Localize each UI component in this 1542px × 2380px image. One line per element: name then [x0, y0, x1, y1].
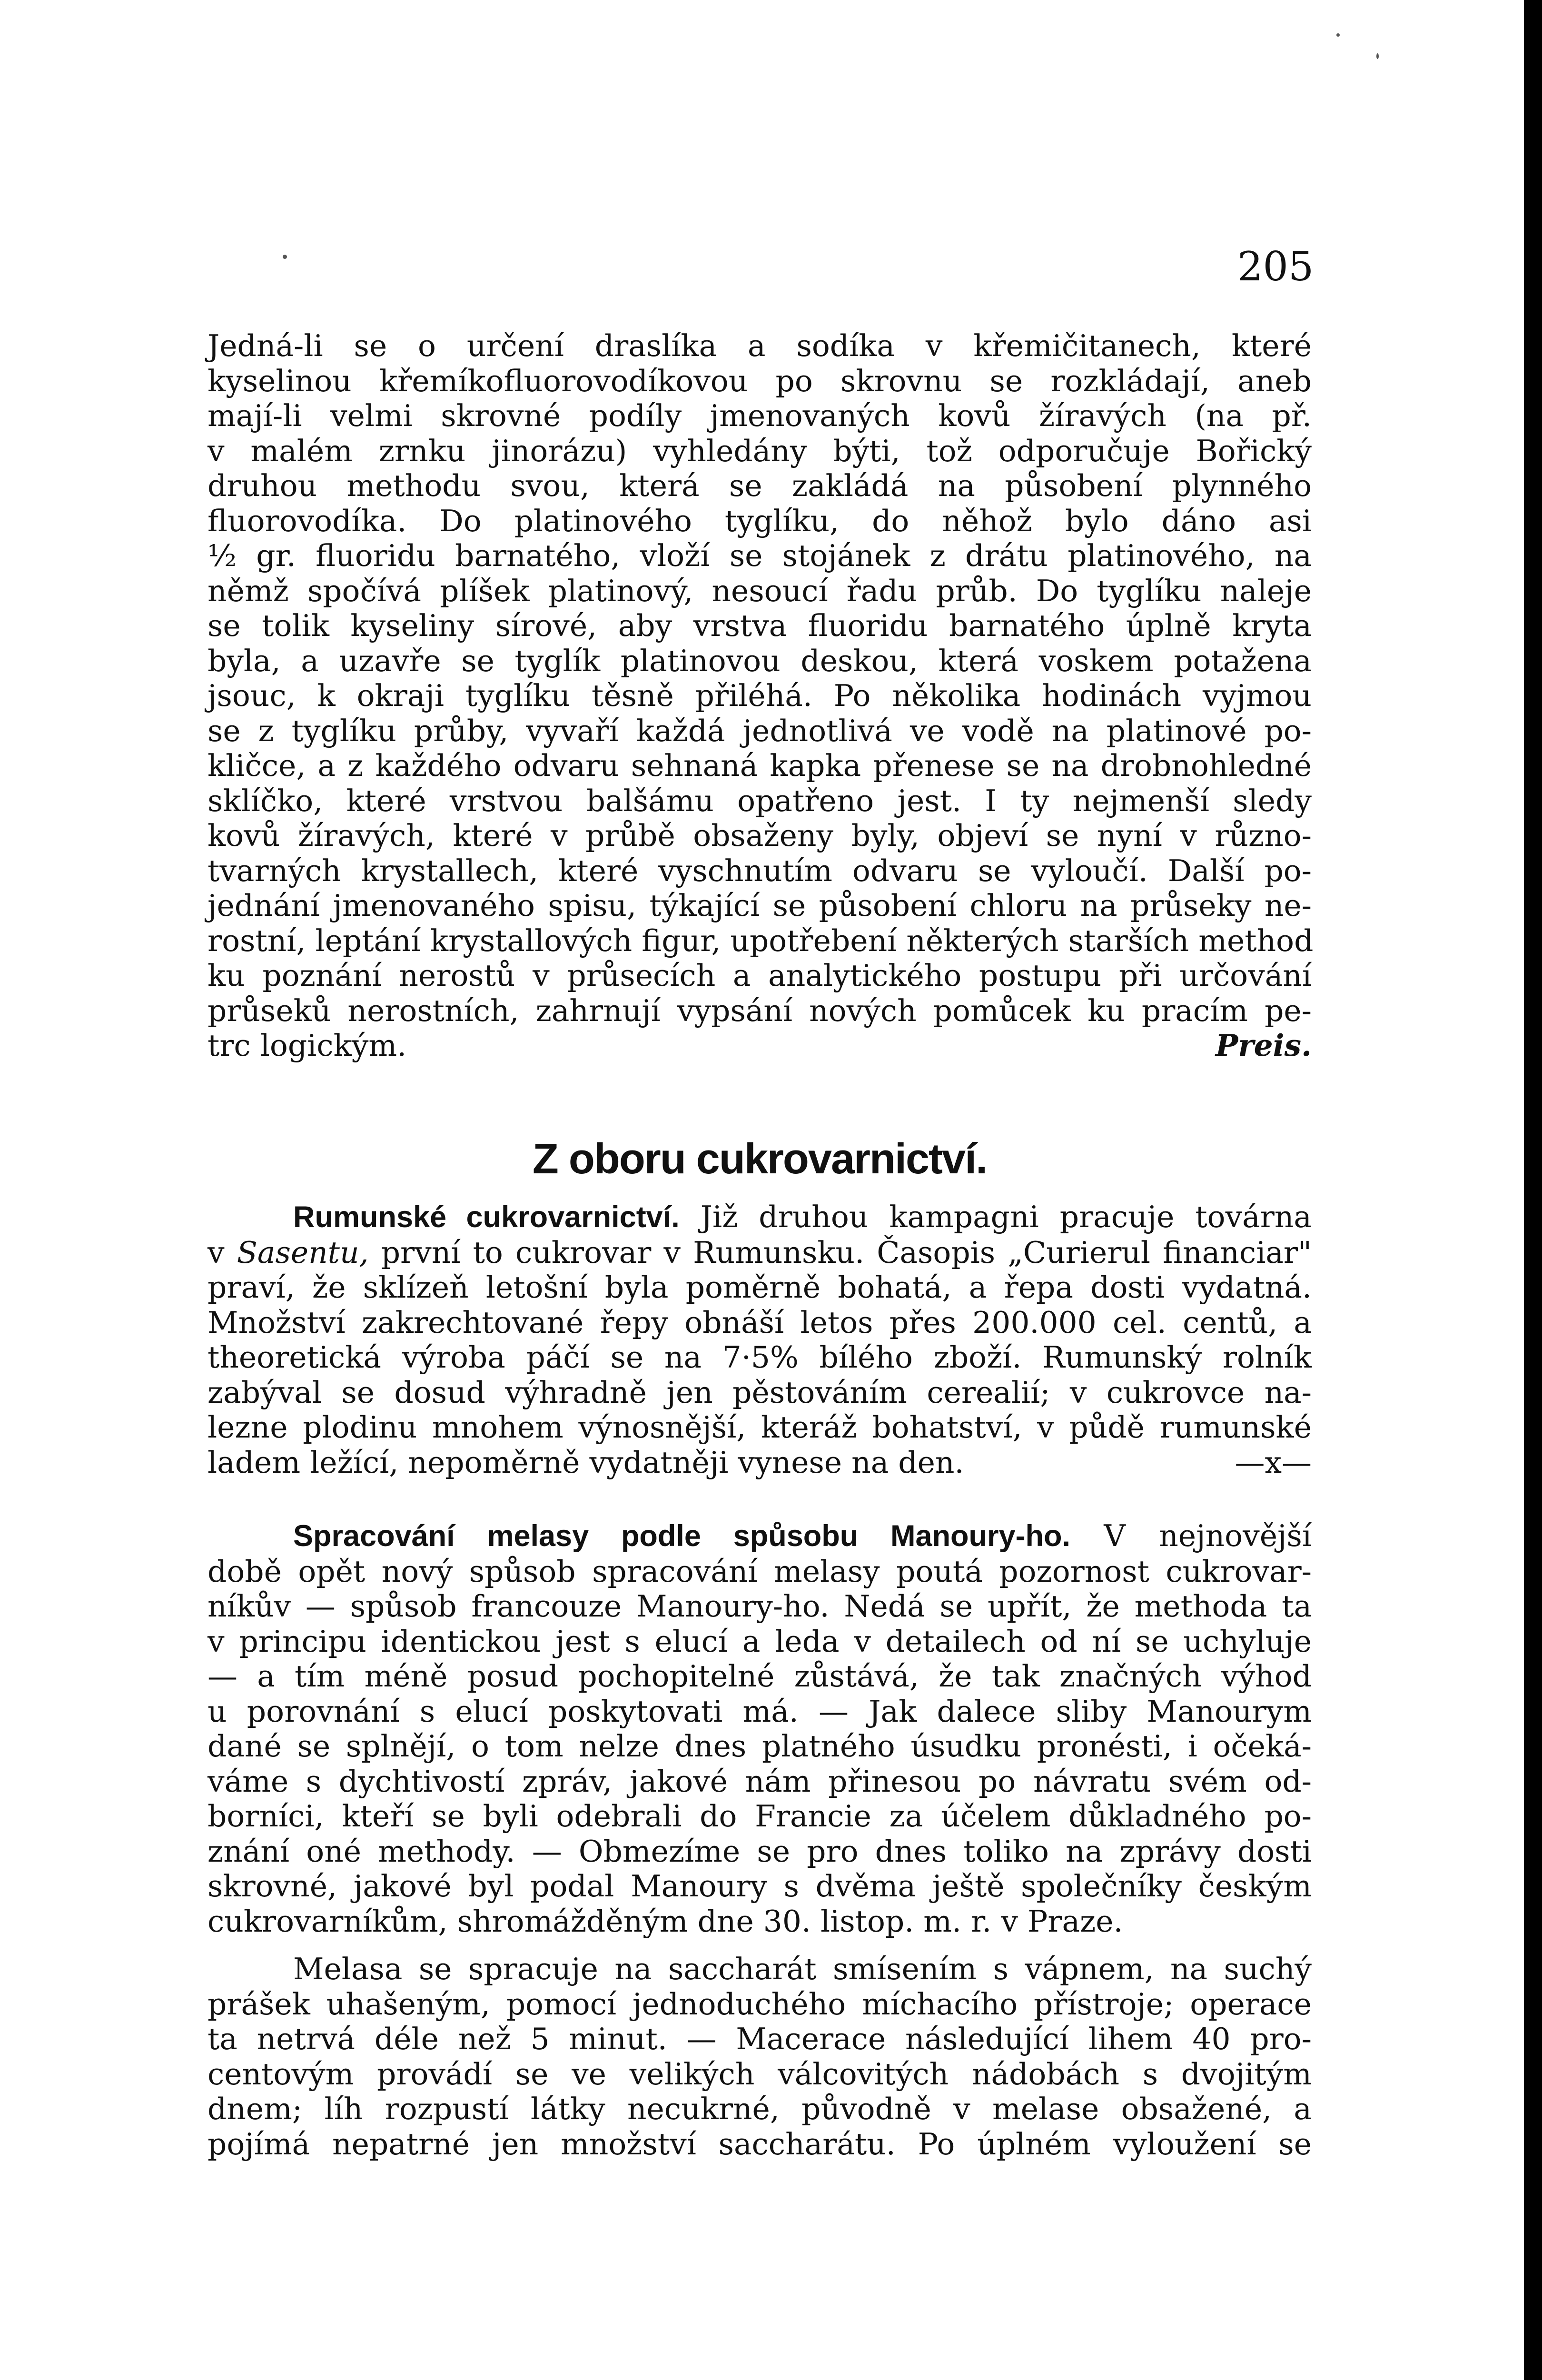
text-line [208, 1200, 1312, 1235]
place-name: Sasentu, [237, 1235, 369, 1270]
ink-speck [1376, 53, 1379, 59]
article-molasses-continued [208, 1952, 1312, 2162]
text-line: mají-li velmi skrovné podíly jmenovaných kovů žíravých (na př. [208, 398, 1312, 433]
article-romanian-sugar [208, 1200, 1312, 1480]
text-line: zabýval se dosud výhradně jen pěstováním cerealií; v cukrovce na- [208, 1375, 1312, 1410]
text-line: ta netrvá déle než 5 minut. — Macerace následující lihem 40 pro- [208, 2022, 1312, 2056]
text-line: skrovné, jakové byl podal Manoury s dvěma ještě společníky českým [208, 1869, 1312, 1904]
text-line: theoretická výroba páčí se na 7·5% bílého zboží. Rumunský rolník [208, 1340, 1312, 1375]
text-line: ½ gr. fluoridu barnatého, vloží se stojánek z drátu platinového, na [208, 538, 1312, 573]
text-line: se tolik kyseliny sírové, aby vrstva fluoridu barnatého úplně kryta [208, 608, 1312, 643]
text-line: fluorovodíka. Do platinového tyglíku, do něhož bylo dáno asi [208, 503, 1312, 538]
article-molasses-processing [208, 1518, 1312, 1939]
text-line: průseků nerostních, zahrnují vypsání nových pomůcek ku pracím pe- [208, 993, 1312, 1028]
text-line: druhou methodu svou, která se zakládá na působení plynného [208, 468, 1312, 503]
ink-speck [1336, 33, 1340, 37]
text-line: pojímá nepatrné jen množství saccharátu. Po úplném vyloužení se [208, 2126, 1312, 2162]
last-line-text: trc logickým. [208, 1028, 407, 1063]
text-line: — a tím méně posud pochopitelné zůstává, že tak značných výhod [208, 1659, 1312, 1694]
text-line: tvarných krystallech, které vyschnutím odvaru se vyloučí. Další po- [208, 853, 1312, 888]
text-line: Jedná-li se o určení draslíka a sodíka v křemičitanech, které [208, 328, 1312, 363]
text-fragment: první to cukrovar v Rumunsku. Časopis „Curierul financiar" [368, 1235, 1312, 1270]
text-line: centovým provádí se ve velikých válcovitých nádobách s dvojitým [208, 2056, 1312, 2092]
text-line: byla, a uzavře se tyglík platinovou deskou, která voskem potažena [208, 643, 1312, 678]
text-line [208, 1235, 1312, 1270]
article-title: Spracování melasy podle spůsobu Manoury-ho. [293, 1519, 1071, 1553]
text-line: Množství zakrechtované řepy obnáší letos přes 200.000 cel. centů, a [208, 1305, 1312, 1340]
section-heading: Z oboru cukrovarnictví. [532, 1135, 987, 1183]
text-line: Melasa se spracuje na saccharát smísením s vápnem, na suchý [293, 1952, 1312, 1986]
text-line: borníci, kteří se byli odebrali do Francie za účelem důkladného po- [208, 1799, 1312, 1834]
text-fragment: V nejnovější [1104, 1518, 1312, 1553]
text-line: dnem; líh rozpustí látky necukrné, původně v melase obsažené, a [208, 2092, 1312, 2126]
scan-edge [1524, 0, 1542, 2380]
ink-speck [283, 255, 287, 259]
text-line: době opět nový spůsob spracování melasy poutá pozornost cukrovar- [208, 1554, 1312, 1589]
text-line: ku poznání nerostů v průsecích a analytického postupu při určování [208, 958, 1312, 993]
text-line: cukrovarníkům, shromážděným dne 30. listop. m. r. v Praze. [208, 1904, 1123, 1939]
text-line: dané se splnějí, o tom nelze dnes platného úsudku pronésti, i očeká- [208, 1729, 1312, 1764]
text-line: sklíčko, které vrstvou balšámu opatřeno jest. I ty nejmenší sledy [208, 783, 1312, 818]
text-line: v principu identickou jest s elucí a leda v detailech od ní se uchyluje [208, 1624, 1312, 1659]
author-signature: —x— [1235, 1445, 1312, 1480]
text-line: v malém zrnku jinorázu) vyhledány býti, tož odporučuje Bořický [208, 433, 1312, 468]
text-line: váme s dychtivostí zpráv, jakové nám přinesou po návratu svém od- [208, 1764, 1312, 1799]
text-line: jednání jmenovaného spisu, týkající se působení chloru na průseky ne- [208, 888, 1312, 923]
text-line-final [208, 1028, 1312, 1063]
last-line-text: ladem ležící, nepoměrně vydatněji vynese na den. [208, 1445, 964, 1480]
page-number: 205 [1237, 243, 1314, 290]
text-fragment: Již druhou kampagni pracuje továrna [700, 1200, 1312, 1234]
text-line: praví, že sklízeň letošní byla poměrně bohatá, a řepa dosti vydatná. [208, 1270, 1312, 1305]
text-line [208, 1518, 1312, 1554]
text-line: se z tyglíku průby, vyvaří každá jednotlivá ve vodě na platinové po- [208, 713, 1312, 748]
article-mineral-analysis [208, 328, 1312, 1063]
author-signature: Preis. [1216, 1028, 1312, 1063]
text-line: znání oné methody. — Obmezíme se pro dnes toliko na zprávy dosti [208, 1834, 1312, 1869]
article-title: Rumunské cukrovarnictví. [293, 1200, 680, 1234]
text-line: jsouc, k okraji tyglíku těsně přiléhá. Po několika hodinách vyjmou [208, 678, 1312, 713]
text-line: lezne plodinu mnohem výnosnější, kteráž bohatství, v půdě rumunské [208, 1410, 1312, 1445]
text-line: kyselinou křemíkofluorovodíkovou po skrovnu se rozkládají, aneb [208, 363, 1312, 398]
text-line-final [208, 1445, 1312, 1480]
text-line: rostní, leptání krystallových figur, upotřebení některých starších method [208, 923, 1314, 958]
text-line: prášek uhašeným, pomocí jednoduchého míchacího přístroje; operace [208, 1986, 1312, 2022]
text-fragment: v [208, 1235, 237, 1270]
text-line: níkův — spůsob francouze Manoury-ho. Nedá se upřít, že methoda ta [208, 1589, 1312, 1624]
text-line: kličce, a z každého odvaru sehnaná kapka přenese se na drobnohledné [208, 748, 1312, 783]
text-line: u porovnání s elucí poskytovati má. — Jak dalece sliby Manourym [208, 1694, 1312, 1729]
text-line: kovů žíravých, které v průbě obsaženy byly, objeví se nyní v různo- [208, 818, 1312, 853]
text-line: němž spočívá plíšek platinový, nesoucí řadu průb. Do tyglíku naleje [208, 573, 1312, 608]
